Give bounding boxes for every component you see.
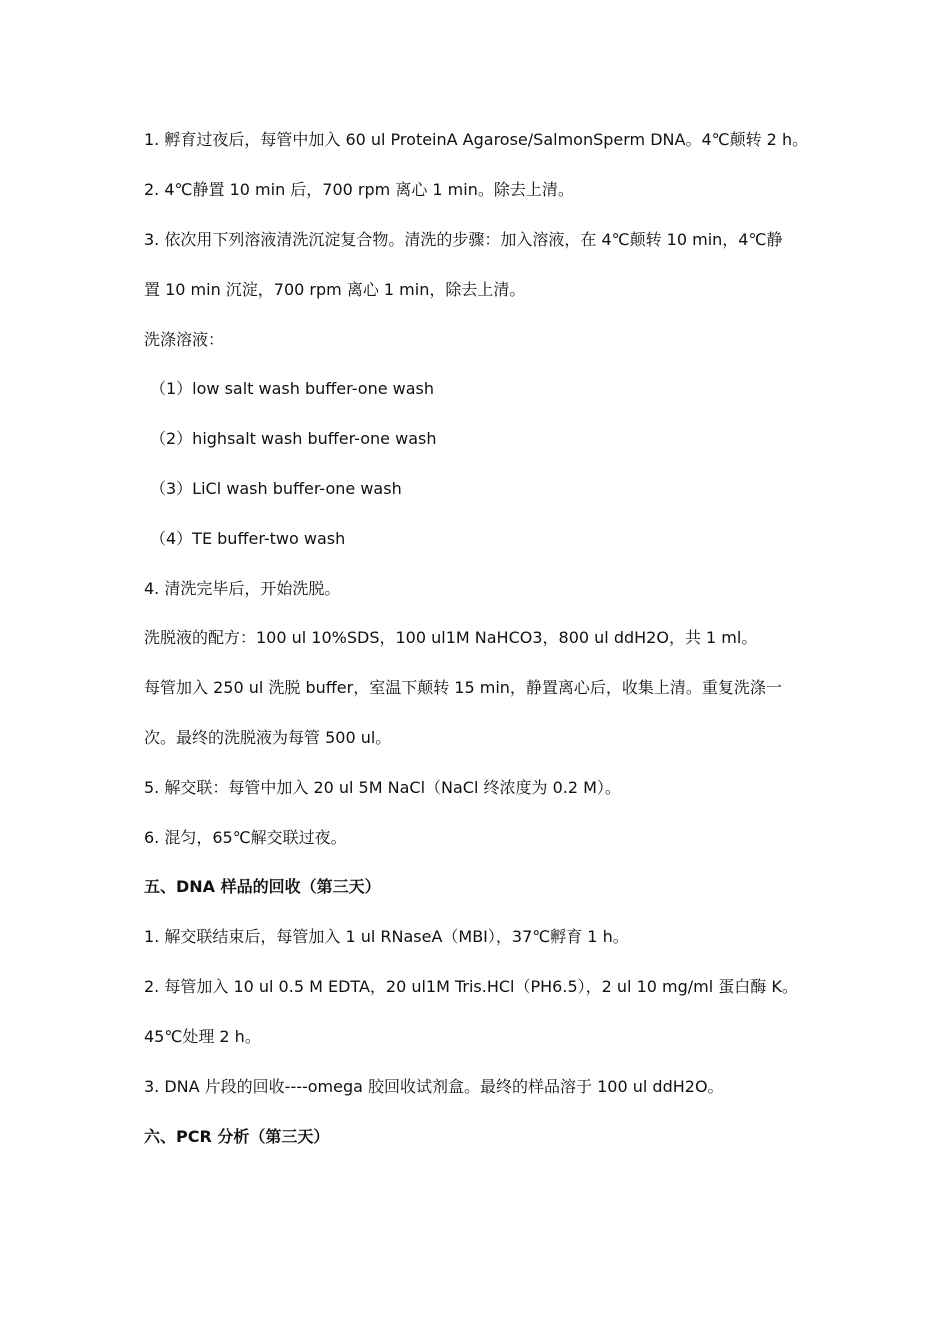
elution-procedure: 每管加入 250 ul 洗脱 buffer，室温下颠转 15 min，静置离心后，收集上清。重复洗涤一 <box>144 678 782 697</box>
wash-item-1: （1）low salt wash buffer-one wash <box>150 379 435 398</box>
step-2-settle: 2. 4℃静置 10 min 后，700 rpm 离心 1 min。除去上清。 <box>144 180 574 199</box>
recovery-step-2-cont: 45℃处理 2 h。 <box>144 1027 261 1046</box>
step-3-wash: 3. 依次用下列溶液清洗沉淀复合物。清洗的步骤：加入溶液，在 4℃颠转 10 min，4℃静 <box>144 230 783 249</box>
wash-item-3: （3）LiCl wash buffer-one wash <box>150 479 402 498</box>
step-4-elution: 4. 清洗完毕后，开始洗脱。 <box>144 579 341 598</box>
recovery-step-3: 3. DNA 片段的回收----omega 胶回收试剂盒。最终的样品溶于 100 ul ddH2O。 <box>144 1077 724 1096</box>
step-1-incubation: 1. 孵育过夜后，每管中加入 60 ul ProteinA Agarose/SalmonSperm DNA。4℃颠转 2 h。 <box>144 130 809 149</box>
step-6-mix: 6. 混匀，65℃解交联过夜。 <box>144 828 347 847</box>
wash-item-2: （2）highsalt wash buffer-one wash <box>150 429 437 448</box>
elution-recipe: 洗脱液的配方：100 ul 10%SDS，100 ul1M NaHCO3，800 ul ddH2O，共 1 ml。 <box>144 628 758 647</box>
section-heading-dna-recovery: 五、DNA 样品的回收（第三天） <box>144 877 381 896</box>
section-heading-pcr: 六、PCR 分析（第三天） <box>144 1127 330 1146</box>
elution-procedure-cont: 次。最终的洗脱液为每管 500 ul。 <box>144 728 392 747</box>
wash-item-4: （4）TE buffer-two wash <box>150 529 346 548</box>
step-3-wash-cont: 置 10 min 沉淀，700 rpm 离心 1 min，除去上清。 <box>144 280 526 299</box>
recovery-step-2: 2. 每管加入 10 ul 0.5 M EDTA，20 ul1M Tris.HCl（PH6.5），2 ul 10 mg/ml 蛋白酶 K。 <box>144 977 798 996</box>
step-5-reverse-crosslink: 5. 解交联：每管中加入 20 ul 5M NaCl（NaCl 终浓度为 0.2 M）。 <box>144 778 621 797</box>
wash-solution-label: 洗涤溶液： <box>144 330 225 349</box>
recovery-step-1: 1. 解交联结束后，每管加入 1 ul RNaseA（MBI），37℃孵育 1 h。 <box>144 927 629 946</box>
